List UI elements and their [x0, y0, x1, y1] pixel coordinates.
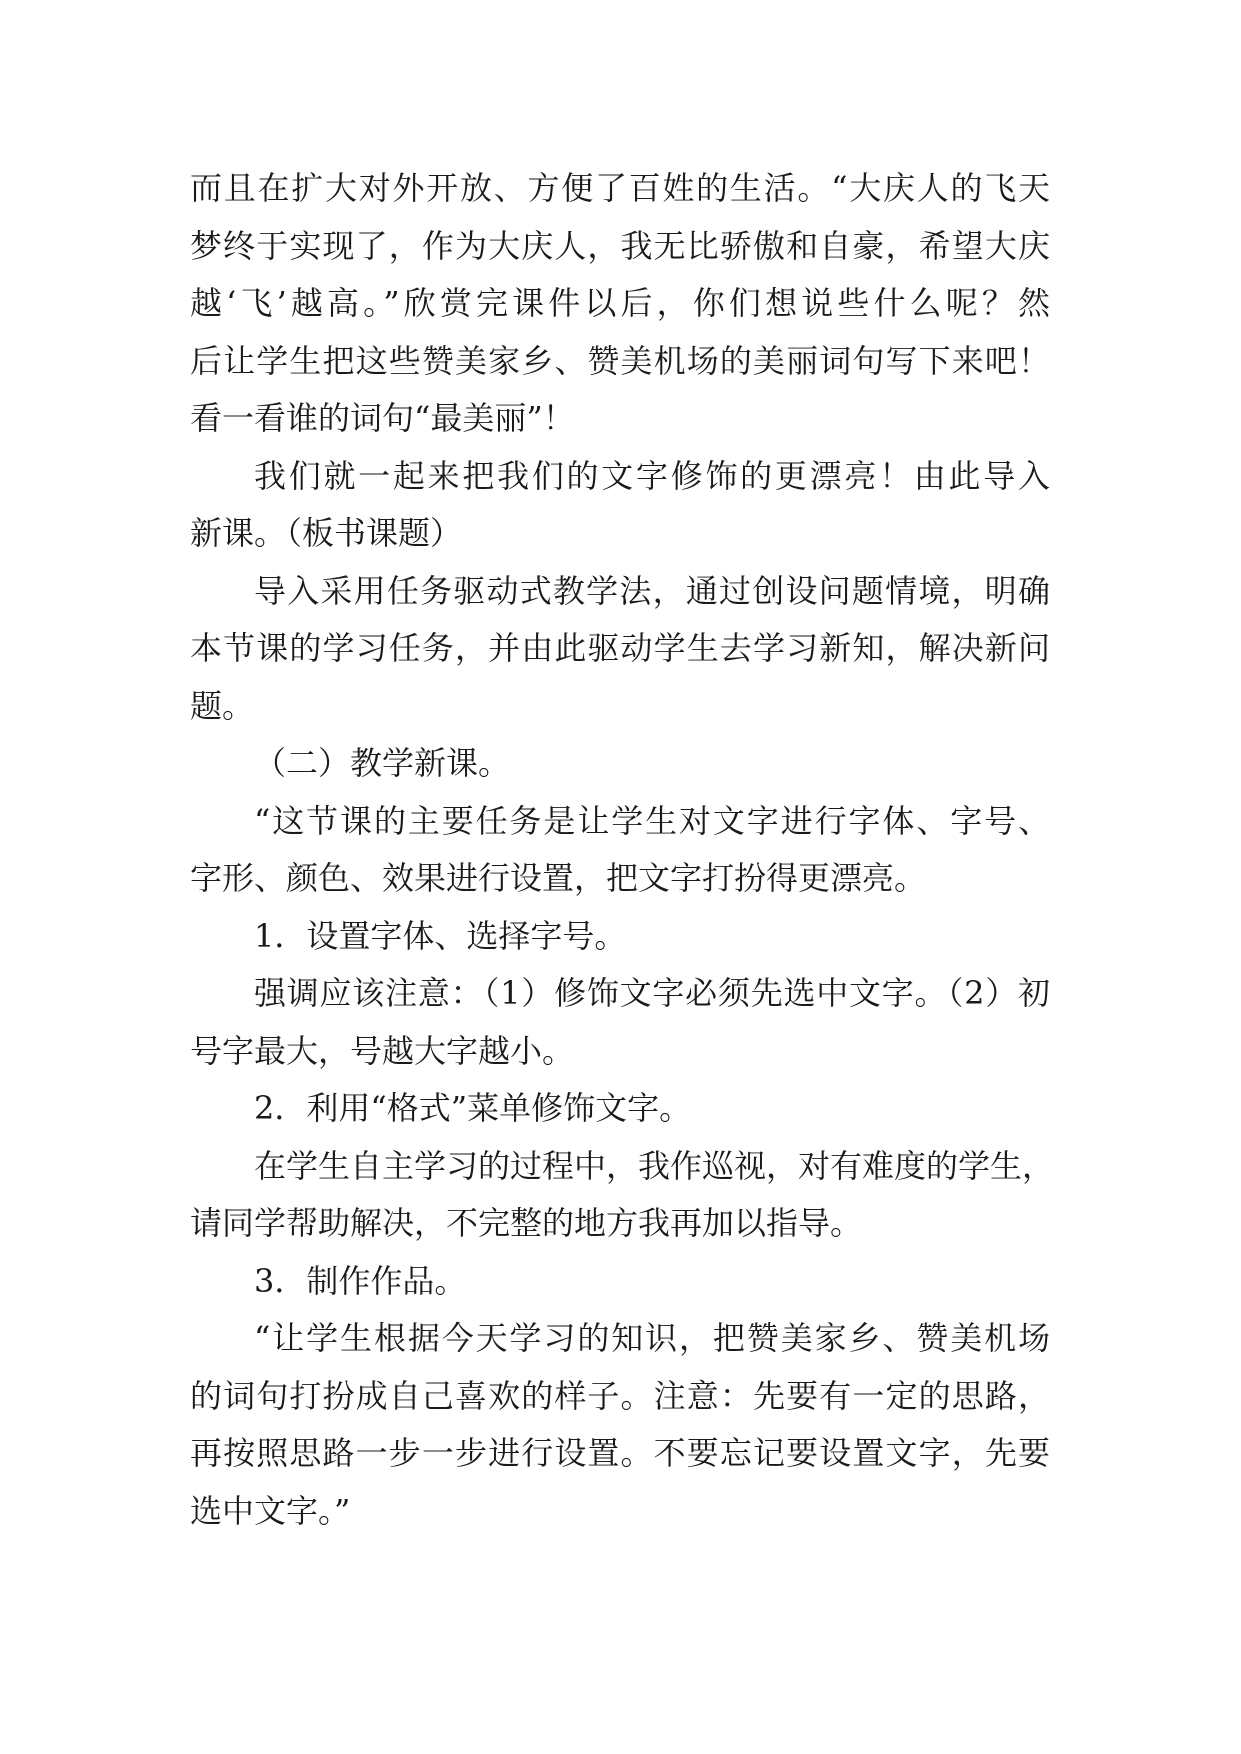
paragraph-line: 字形、颜色、效果进行设置，把文字打扮得更漂亮。: [190, 859, 927, 897]
paragraph-line: 梦终于实现了，作为大庆人，我无比骄傲和自豪，希望大庆: [190, 226, 1050, 265]
paragraph-line: 在学生自主学习的过程中，我作巡视，对有难度的学生，: [254, 1146, 1055, 1185]
paragraph-line: 再按照思路一步一步进行设置。不要忘记要设置文字，先要: [190, 1434, 1050, 1472]
document-body: [190, 160, 1055, 1540]
paragraph-line: 请同学帮助解决，不完整的地方我再加以指导。: [190, 1204, 863, 1242]
paragraph-line: 我们就一起来把我们的文字修饰的更漂亮！由此导入: [254, 456, 1050, 495]
numbered-item: 3．制作作品。: [254, 1261, 467, 1300]
paragraph-line: 本节课的学习任务，并由此驱动学生去学习新知，解决新问: [190, 629, 1050, 667]
paragraph-line: 导入采用任务驱动式教学法，通过创设问题情境，明确: [254, 571, 1050, 610]
paragraph-line: 越‘飞’越高。”欣赏完课件以后，你们想说些什么呢？然: [190, 284, 1050, 322]
section-heading: （二）教学新课。: [254, 744, 511, 782]
numbered-item: 2．利用“格式”菜单修饰文字。: [254, 1089, 692, 1127]
numbered-item: 1．设置字体、选择字号。: [254, 916, 627, 955]
paragraph-line: 号字最大，号越大字越小。: [190, 1031, 575, 1070]
paragraph-line: “这节课的主要任务是让学生对文字进行字体、字号、: [254, 801, 1050, 840]
paragraph-line: 新课。（板书课题）: [190, 514, 463, 552]
paragraph-line: 题。: [190, 686, 255, 725]
paragraph-line: 后让学生把这些赞美家乡、赞美机场的美丽词句写下来吧！: [190, 341, 1050, 380]
paragraph-line: 的词句打扮成自己喜欢的样子。注意：先要有一定的思路，: [190, 1376, 1050, 1415]
paragraph-line: 选中文字。”: [190, 1491, 351, 1530]
paragraph-line: “让学生根据今天学习的知识，把赞美家乡、赞美机场: [254, 1319, 1050, 1357]
paragraph-line: 强调应该注意：（1）修饰文字必须先选中文字。（2）初: [254, 974, 1050, 1012]
paragraph-line: 而且在扩大对外开放、方便了百姓的生活。“大庆人的飞天: [190, 169, 1050, 207]
paragraph-line: 看一看谁的词句“最美丽”！: [190, 399, 575, 437]
